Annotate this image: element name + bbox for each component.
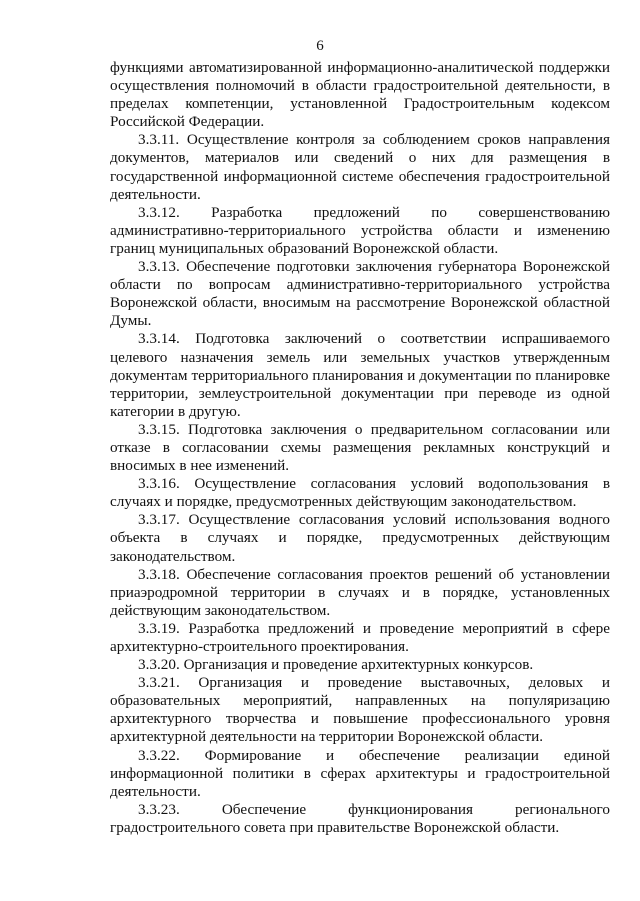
paragraph-3-3-17: 3.3.17. Осуществление согласования условий использования водного объекта в случаях и порядке, предусмотренных действующим законодательством. bbox=[110, 511, 610, 565]
document-body bbox=[110, 59, 610, 837]
paragraph-3-3-18: 3.3.18. Обеспечение согласования проектов решений об установлении приаэродромной территории в случаях и в порядке, установленных действующим законодательством. bbox=[110, 565, 610, 619]
paragraph-3-3-15: 3.3.15. Подготовка заключения о предварительном согласовании или отказе в согласовании схемы размещения рекламных конструкций и вносимых в нее изменений. bbox=[110, 420, 610, 475]
paragraph-3-3-19: 3.3.19. Разработка предложений и проведение мероприятий в сфере архитектурно-строительного проектирования. bbox=[110, 619, 610, 655]
paragraph-3-3-16: 3.3.16. Осуществление согласования условий водопользования в случаях и порядке, предусмотренных действующим законодательством. bbox=[110, 475, 610, 511]
paragraph-continuation: функциями автоматизированной информационно-аналитической поддержки осуществления полномочий в области градостроительной деятельности, в пределах компетенции, установленной Градостроительным кодексом Российской Федерации. bbox=[110, 59, 610, 131]
paragraph-3-3-22: 3.3.22. Формирование и обеспечение реализации единой информационной политики в сферах архитектуры и градостроительной деятельности. bbox=[110, 746, 610, 800]
paragraph-3-3-13: 3.3.13. Обеспечение подготовки заключения губернатора Воронежской области по вопросам административно-территориального устройства Воронежской области, вносимым на рассмотрение Воронежской областной Думы. bbox=[110, 258, 610, 330]
paragraph-3-3-12: 3.3.12. Разработка предложений по совершенствованию административно-территориального устройства области и изменению границ муниципальных образований Воронежской области. bbox=[110, 203, 610, 257]
page-number: 6 bbox=[316, 38, 324, 54]
paragraph-3-3-21: 3.3.21. Организация и проведение выставочных, деловых и образовательных мероприятий, направленных на популяризацию архитектурного творчества и повышение профессионального уровня архитектурной деятельности на территории Воронежской области. bbox=[110, 674, 610, 746]
paragraph-3-3-23: 3.3.23. Обеспечение функционирования регионального градостроительного совета при правительстве Воронежской области. bbox=[110, 800, 610, 836]
paragraph-3-3-20: 3.3.20. Организация и проведение архитектурных конкурсов. bbox=[138, 656, 534, 674]
paragraph-3-3-11: 3.3.11. Осуществление контроля за соблюдением сроков направления документов, материалов или сведений о них для размещения в государственной информационной системе обеспечения градостроительной деятельности. bbox=[110, 131, 610, 203]
paragraph-3-3-14: 3.3.14. Подготовка заключений о соответствии испрашиваемого целевого назначения земель или земельных участков утвержденным документам территориального планирования и документации по планировке территории, землеустроительной документации при переводе из одной категории в другую. bbox=[110, 330, 610, 420]
